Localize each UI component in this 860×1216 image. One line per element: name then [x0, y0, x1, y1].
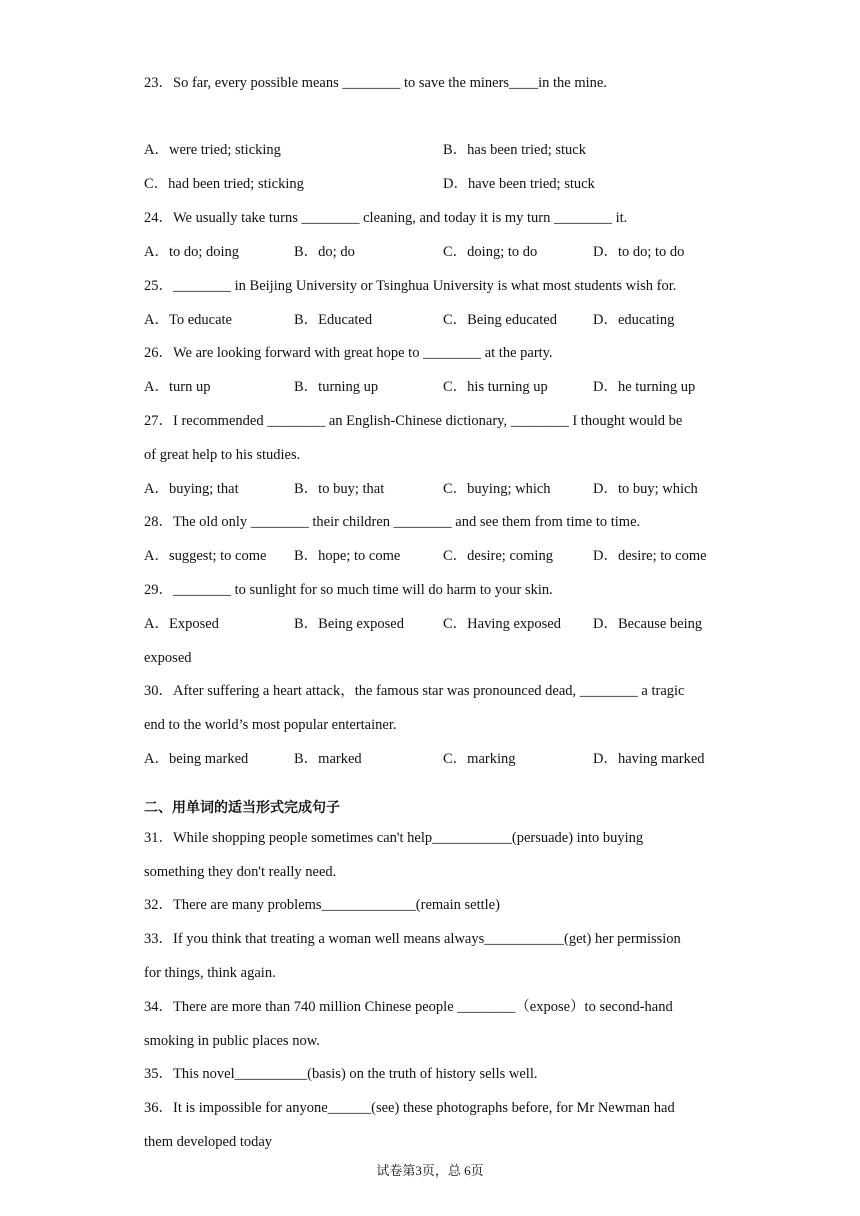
question-30-option-b: B．marked [294, 751, 362, 767]
question-27-option-d: D．to buy; which [593, 481, 698, 497]
question-25-option-c: C．Being educated [443, 312, 557, 328]
question-36-line-2: them developed today [144, 1134, 273, 1150]
question-26-stem: 26．We are looking forward with great hope to ________ at the party. [144, 345, 553, 361]
question-27-option-a: A．buying; that [144, 481, 239, 497]
question-24-option-b: B．do; do [294, 244, 355, 260]
question-30-option-a: A．being marked [144, 751, 249, 767]
question-24-option-c: C．doing; to do [443, 244, 538, 260]
question-28-option-b: B．hope; to come [294, 548, 401, 564]
question-29-option-d-wrap: exposed [144, 650, 192, 666]
question-26-option-a: A．turn up [144, 379, 211, 395]
question-30-option-d: D．having marked [593, 751, 705, 767]
page-footer: 试卷第3页，总 6页 [376, 1163, 484, 1178]
question-33-line-1: 33．If you think that treating a woman well means always___________(get) her permission [144, 931, 681, 947]
question-32-line-1: 32．There are many problems_____________(remain settle) [144, 897, 500, 913]
question-26-option-c: C．his turning up [443, 379, 548, 395]
question-23-option-d: D．have been tried; stuck [443, 176, 595, 192]
section-2-title: 二、用单词的适当形式完成句子 [144, 800, 340, 816]
question-35-line-1: 35．This novel__________(basis) on the truth of history sells well. [144, 1066, 538, 1082]
question-34-line-1: 34．There are more than 740 million Chinese people ________（expose）to second-hand [144, 999, 673, 1015]
question-34-line-2: smoking in public places now. [144, 1033, 320, 1049]
question-30-stem: 30．After suffering a heart attack，the famous star was pronounced dead, ________ a tragic [144, 683, 685, 699]
question-23-option-c: C．had been tried; sticking [144, 176, 304, 192]
question-25-option-d: D．educating [593, 312, 675, 328]
question-27-stem: 27．I recommended ________ an English-Chinese dictionary, ________ I thought would be [144, 413, 683, 429]
question-31-line-1: 31．While shopping people sometimes can't help___________(persuade) into buying [144, 830, 644, 846]
question-23-option-b: B．has been tried; stuck [443, 142, 586, 158]
question-27-option-b: B．to buy; that [294, 481, 385, 497]
question-29-option-a: A．Exposed [144, 616, 219, 632]
question-25-stem: 25．________ in Beijing University or Tsinghua University is what most students wish for. [144, 278, 677, 294]
question-24-stem: 24．We usually take turns ________ cleaning, and today it is my turn ________ it. [144, 210, 628, 226]
question-28-option-d: D．desire; to come [593, 548, 707, 564]
question-25-option-b: B．Educated [294, 312, 373, 328]
question-27-stem-continued: of great help to his studies. [144, 447, 301, 463]
question-33-line-2: for things, think again. [144, 965, 276, 981]
question-28-stem: 28．The old only ________ their children ________ and see them from time to time. [144, 514, 641, 530]
question-29-option-c: C．Having exposed [443, 616, 561, 632]
question-27-option-c: C．buying; which [443, 481, 551, 497]
question-24-option-a: A．to do; doing [144, 244, 240, 260]
question-24-option-d: D．to do; to do [593, 244, 685, 260]
question-23-option-a: A．were tried; sticking [144, 142, 281, 158]
question-28-option-a: A．suggest; to come [144, 548, 267, 564]
question-29-option-b: B．Being exposed [294, 616, 404, 632]
question-29-option-d: D．Because being [593, 616, 703, 632]
question-29-stem: 29．________ to sunlight for so much time will do harm to your skin. [144, 582, 553, 598]
question-36-line-1: 36．It is impossible for anyone______(see) these photographs before, for Mr Newman had [144, 1100, 675, 1116]
question-30-stem-continued: end to the world’s most popular entertainer. [144, 717, 397, 733]
question-23-stem: 23．So far, every possible means ________ to save the miners____in the mine. [144, 75, 607, 91]
question-28-option-c: C．desire; coming [443, 548, 553, 564]
question-26-option-b: B．turning up [294, 379, 379, 395]
question-25-option-a: A．To educate [144, 312, 232, 328]
question-26-option-d: D．he turning up [593, 379, 696, 395]
question-30-option-c: C．marking [443, 751, 516, 767]
question-31-line-2: something they don't really need. [144, 864, 337, 880]
